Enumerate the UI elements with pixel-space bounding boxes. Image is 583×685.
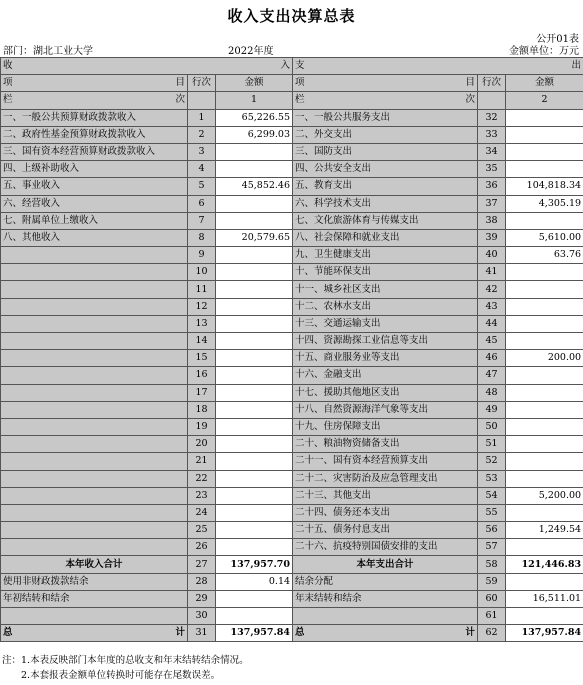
expense-amount (506, 401, 583, 418)
expense-row-no: 45 (478, 333, 506, 350)
expense-item: 二十一、国有资本经营预算支出 (293, 453, 478, 470)
expense-item: 二十、粮油物资储备支出 (293, 436, 478, 453)
expense-amount (506, 109, 583, 126)
expense-row-no: 55 (478, 504, 506, 521)
income-amount (216, 453, 293, 470)
income-grand-total-label-right: 计 (175, 627, 185, 639)
expense-item: 十三、交通运输支出 (293, 315, 478, 332)
income-row-no: 20 (188, 436, 216, 453)
expense-row-no: 62 (478, 625, 506, 642)
table-row (1, 418, 583, 435)
income-grand-total-label-left: 总 (3, 627, 13, 639)
income-row-no: 15 (188, 350, 216, 367)
expense-amount (506, 333, 583, 350)
income-row-no-header: 行次 (188, 75, 216, 92)
income-header-right: 入 (280, 60, 291, 72)
expense-amount: 1,249.54 (506, 522, 583, 539)
income-amount (216, 418, 293, 435)
table-row (1, 315, 583, 332)
income-item: 四、上级补助收入 (1, 161, 188, 178)
expense-item: 四、公共安全支出 (293, 161, 478, 178)
expense-row-no: 44 (478, 315, 506, 332)
income-item (1, 453, 188, 470)
expense-row-no: 35 (478, 161, 506, 178)
expense-amount: 121,446.83 (506, 556, 583, 573)
income-item: 六、经营收入 (1, 195, 188, 212)
expense-amount (506, 126, 583, 143)
income-amount (216, 608, 293, 625)
income-item: 七、附属单位上缴收入 (1, 212, 188, 229)
income-row-no: 31 (188, 625, 216, 642)
income-row-no: 2 (188, 126, 216, 143)
income-row-no: 13 (188, 315, 216, 332)
expense-row-no: 41 (478, 264, 506, 281)
expense-row-no: 36 (478, 178, 506, 195)
expense-item: 二、外交支出 (293, 126, 478, 143)
expense-amount: 200.00 (506, 350, 583, 367)
income-row-no: 11 (188, 281, 216, 298)
income-amount: 0.14 (216, 573, 293, 590)
expense-grand-total-amount: 137,957.84 (506, 625, 583, 642)
income-amount (216, 195, 293, 212)
income-item: 五、事业收入 (1, 178, 188, 195)
table-row (1, 281, 583, 298)
form-code: 公开01表 (536, 34, 579, 45)
expense-item: 十五、商业服务业等支出 (293, 350, 478, 367)
expense-header (293, 58, 583, 75)
income-row-no: 26 (188, 539, 216, 556)
table-row (1, 487, 583, 504)
expense-item: 十九、住房保障支出 (293, 418, 478, 435)
table-row (1, 350, 583, 367)
department-label: 部门：湖北工业大学 (3, 46, 93, 57)
income-amount: 137,957.70 (216, 556, 293, 573)
footnote-2: 2.本套报表金额单位转换时可能存在尾数误差。 (21, 670, 221, 681)
expense-amount (506, 212, 583, 229)
table-row (1, 178, 583, 195)
expense-amount (506, 573, 583, 590)
expense-amount (506, 384, 583, 401)
income-item: 一、一般公共预算财政拨款收入 (1, 109, 188, 126)
income-item (1, 333, 188, 350)
expense-item: 十七、援助其他地区支出 (293, 384, 478, 401)
income-expense-table (0, 57, 583, 642)
income-item: 本年收入合计 (1, 556, 188, 573)
income-item (1, 522, 188, 539)
report-title: 收入支出决算总表 (227, 7, 356, 25)
income-item: 八、其他收入 (1, 229, 188, 246)
income-item (1, 418, 188, 435)
income-item (1, 264, 188, 281)
income-item (1, 247, 188, 264)
expense-row-no: 50 (478, 418, 506, 435)
year-total-row (1, 556, 583, 573)
expense-amount-header: 金额 (506, 75, 583, 92)
expense-item: 二十二、灾害防治及应急管理支出 (293, 470, 478, 487)
income-amount: 6,299.03 (216, 126, 293, 143)
income-item (1, 281, 188, 298)
expense-item-header (293, 75, 478, 92)
expense-col-label-left: 栏 (295, 94, 305, 106)
table-row (1, 143, 583, 160)
income-amount (216, 384, 293, 401)
expense-amount (506, 281, 583, 298)
expense-row-no: 51 (478, 436, 506, 453)
expense-col-number: 2 (506, 92, 583, 109)
table-row (1, 384, 583, 401)
income-item (1, 384, 188, 401)
expense-row-no: 59 (478, 573, 506, 590)
income-amount (216, 264, 293, 281)
expense-item: 二十五、债务付息支出 (293, 522, 478, 539)
income-amount (216, 590, 293, 607)
footnotes (2, 653, 249, 683)
expense-item: 七、文化旅游体育与传媒支出 (293, 212, 478, 229)
income-row-no: 22 (188, 470, 216, 487)
income-amount (216, 212, 293, 229)
expense-header-right: 出 (571, 60, 582, 72)
expense-row-no: 53 (478, 470, 506, 487)
expense-row-no: 32 (478, 109, 506, 126)
header-row-columns (1, 75, 583, 92)
income-amount (216, 504, 293, 521)
expense-row-no: 33 (478, 126, 506, 143)
income-item: 三、国有资本经营预算财政拨款收入 (1, 143, 188, 160)
expense-amount (506, 436, 583, 453)
table-row (1, 247, 583, 264)
income-row-no: 9 (188, 247, 216, 264)
income-row-no: 29 (188, 590, 216, 607)
footnote-1: 注：1.本表反映部门本年度的总收支和年末结转结余情况。 (2, 655, 249, 666)
expense-item-header-right: 目 (465, 77, 476, 89)
expense-item: 十一、城乡社区支出 (293, 281, 478, 298)
income-amount (216, 470, 293, 487)
income-row-no: 8 (188, 229, 216, 246)
income-row-no: 3 (188, 143, 216, 160)
income-col-label-right: 次 (175, 94, 185, 106)
expense-row-no: 34 (478, 143, 506, 160)
income-amount (216, 487, 293, 504)
income-amount (216, 298, 293, 315)
table-row (1, 212, 583, 229)
table-row (1, 522, 583, 539)
expense-item: 十二、农林水支出 (293, 298, 478, 315)
expense-amount (506, 143, 583, 160)
table-row (1, 539, 583, 556)
income-grand-total-amount: 137,957.84 (216, 625, 293, 642)
income-col-label (1, 92, 188, 109)
expense-amount (506, 418, 583, 435)
table-row (1, 195, 583, 212)
expense-amount: 104,818.34 (506, 178, 583, 195)
income-row-no: 30 (188, 608, 216, 625)
income-row-no: 19 (188, 418, 216, 435)
income-row-no: 10 (188, 264, 216, 281)
expense-amount (506, 161, 583, 178)
income-item (1, 315, 188, 332)
income-row-no: 23 (188, 487, 216, 504)
amount-unit: 金额单位：万元 (509, 46, 579, 57)
expense-item-header-left: 项 (295, 77, 305, 89)
expense-item: 结余分配 (293, 573, 478, 590)
expense-item: 年末结转和结余 (293, 590, 478, 607)
table-row (1, 298, 583, 315)
table-row (1, 590, 583, 607)
income-item: 二、政府性基金预算财政拨款收入 (1, 126, 188, 143)
income-amount: 65,226.55 (216, 109, 293, 126)
income-amount (216, 367, 293, 384)
income-amount (216, 315, 293, 332)
income-row-no: 1 (188, 109, 216, 126)
expense-col-blank (478, 92, 506, 109)
table-row (1, 436, 583, 453)
expense-row-no: 46 (478, 350, 506, 367)
expense-row-no: 40 (478, 247, 506, 264)
expense-item (293, 608, 478, 625)
income-item (1, 436, 188, 453)
income-amount (216, 333, 293, 350)
expense-amount: 4,305.19 (506, 195, 583, 212)
income-amount: 45,852.46 (216, 178, 293, 195)
expense-item: 十六、金融支出 (293, 367, 478, 384)
expense-amount (506, 453, 583, 470)
income-row-no: 27 (188, 556, 216, 573)
expense-item: 十八、自然资源海洋气象等支出 (293, 401, 478, 418)
expense-row-no: 42 (478, 281, 506, 298)
income-item: 年初结转和结余 (1, 590, 188, 607)
expense-item: 三、国防支出 (293, 143, 478, 160)
grand-total-row (1, 625, 583, 642)
expense-amount (506, 504, 583, 521)
income-row-no: 18 (188, 401, 216, 418)
expense-grand-total-label-left: 总 (295, 627, 305, 639)
income-row-no: 17 (188, 384, 216, 401)
expense-item: 十、节能环保支出 (293, 264, 478, 281)
income-amount (216, 161, 293, 178)
expense-col-label (293, 92, 478, 109)
expense-grand-total-label-right: 计 (465, 627, 476, 639)
expense-amount (506, 470, 583, 487)
income-col-label-left: 栏 (3, 94, 13, 106)
header-row-category (1, 58, 583, 75)
table-row (1, 264, 583, 281)
income-item (1, 401, 188, 418)
income-item (1, 539, 188, 556)
income-row-no: 25 (188, 522, 216, 539)
expense-amount (506, 608, 583, 625)
table-row (1, 453, 583, 470)
expense-row-no: 57 (478, 539, 506, 556)
expense-amount: 5,610.00 (506, 229, 583, 246)
expense-amount: 63.76 (506, 247, 583, 264)
expense-grand-total-label (293, 625, 478, 642)
income-item-header-right: 目 (175, 77, 185, 89)
income-header (1, 58, 293, 75)
income-amount (216, 281, 293, 298)
table-row (1, 229, 583, 246)
income-row-no: 5 (188, 178, 216, 195)
expense-item: 十四、资源勘探工业信息等支出 (293, 333, 478, 350)
income-grand-total-label (1, 625, 188, 642)
expense-amount: 16,511.01 (506, 590, 583, 607)
income-item (1, 298, 188, 315)
income-item (1, 350, 188, 367)
income-row-no: 28 (188, 573, 216, 590)
table-row (1, 608, 583, 625)
income-row-no: 14 (188, 333, 216, 350)
expense-row-no: 49 (478, 401, 506, 418)
income-item (1, 367, 188, 384)
expense-row-no-header: 行次 (478, 75, 506, 92)
expense-header-left: 支 (295, 60, 305, 72)
expense-amount (506, 539, 583, 556)
income-amount (216, 143, 293, 160)
expense-row-no: 37 (478, 195, 506, 212)
expense-row-no: 56 (478, 522, 506, 539)
income-amount (216, 539, 293, 556)
expense-row-no: 43 (478, 298, 506, 315)
table-row (1, 161, 583, 178)
expense-row-no: 52 (478, 453, 506, 470)
income-row-no: 16 (188, 367, 216, 384)
income-amount (216, 436, 293, 453)
income-col-blank (188, 92, 216, 109)
expense-row-no: 39 (478, 229, 506, 246)
income-item-header (1, 75, 188, 92)
table-row (1, 333, 583, 350)
header-row-column-numbers (1, 92, 583, 109)
expense-item: 二十三、其他支出 (293, 487, 478, 504)
income-amount (216, 522, 293, 539)
income-row-no: 7 (188, 212, 216, 229)
expense-item: 一、一般公共服务支出 (293, 109, 478, 126)
table-row (1, 126, 583, 143)
income-item (1, 470, 188, 487)
income-row-no: 21 (188, 453, 216, 470)
expense-item: 本年支出合计 (293, 556, 478, 573)
expense-row-no: 54 (478, 487, 506, 504)
expense-amount: 5,200.00 (506, 487, 583, 504)
expense-row-no: 47 (478, 367, 506, 384)
income-amount: 20,579.65 (216, 229, 293, 246)
income-row-no: 12 (188, 298, 216, 315)
expense-row-no: 58 (478, 556, 506, 573)
expense-item: 二十四、债务还本支出 (293, 504, 478, 521)
income-row-no: 6 (188, 195, 216, 212)
income-item (1, 504, 188, 521)
expense-row-no: 38 (478, 212, 506, 229)
income-header-left: 收 (3, 60, 13, 72)
expense-item: 二十六、抗疫特别国债安排的支出 (293, 539, 478, 556)
expense-col-label-right: 次 (465, 94, 476, 106)
expense-item: 六、科学技术支出 (293, 195, 478, 212)
income-row-no: 24 (188, 504, 216, 521)
expense-item: 八、社会保障和就业支出 (293, 229, 478, 246)
expense-row-no: 48 (478, 384, 506, 401)
fiscal-year: 2022年度 (228, 46, 274, 57)
income-item: 使用非财政拨款结余 (1, 573, 188, 590)
expense-item: 九、卫生健康支出 (293, 247, 478, 264)
income-amount (216, 247, 293, 264)
income-amount-header: 金额 (216, 75, 293, 92)
income-amount (216, 401, 293, 418)
table-row (1, 573, 583, 590)
table-row (1, 470, 583, 487)
table-row (1, 367, 583, 384)
income-amount (216, 350, 293, 367)
table-row (1, 401, 583, 418)
expense-amount (506, 264, 583, 281)
report-meta (0, 42, 583, 56)
expense-item: 五、教育支出 (293, 178, 478, 195)
table-row (1, 109, 583, 126)
income-item (1, 608, 188, 625)
income-col-number: 1 (216, 92, 293, 109)
expense-row-no: 61 (478, 608, 506, 625)
expense-row-no: 60 (478, 590, 506, 607)
income-item-header-left: 项 (3, 77, 13, 89)
income-item (1, 487, 188, 504)
table-row (1, 504, 583, 521)
income-row-no: 4 (188, 161, 216, 178)
expense-amount (506, 298, 583, 315)
expense-amount (506, 315, 583, 332)
expense-amount (506, 367, 583, 384)
